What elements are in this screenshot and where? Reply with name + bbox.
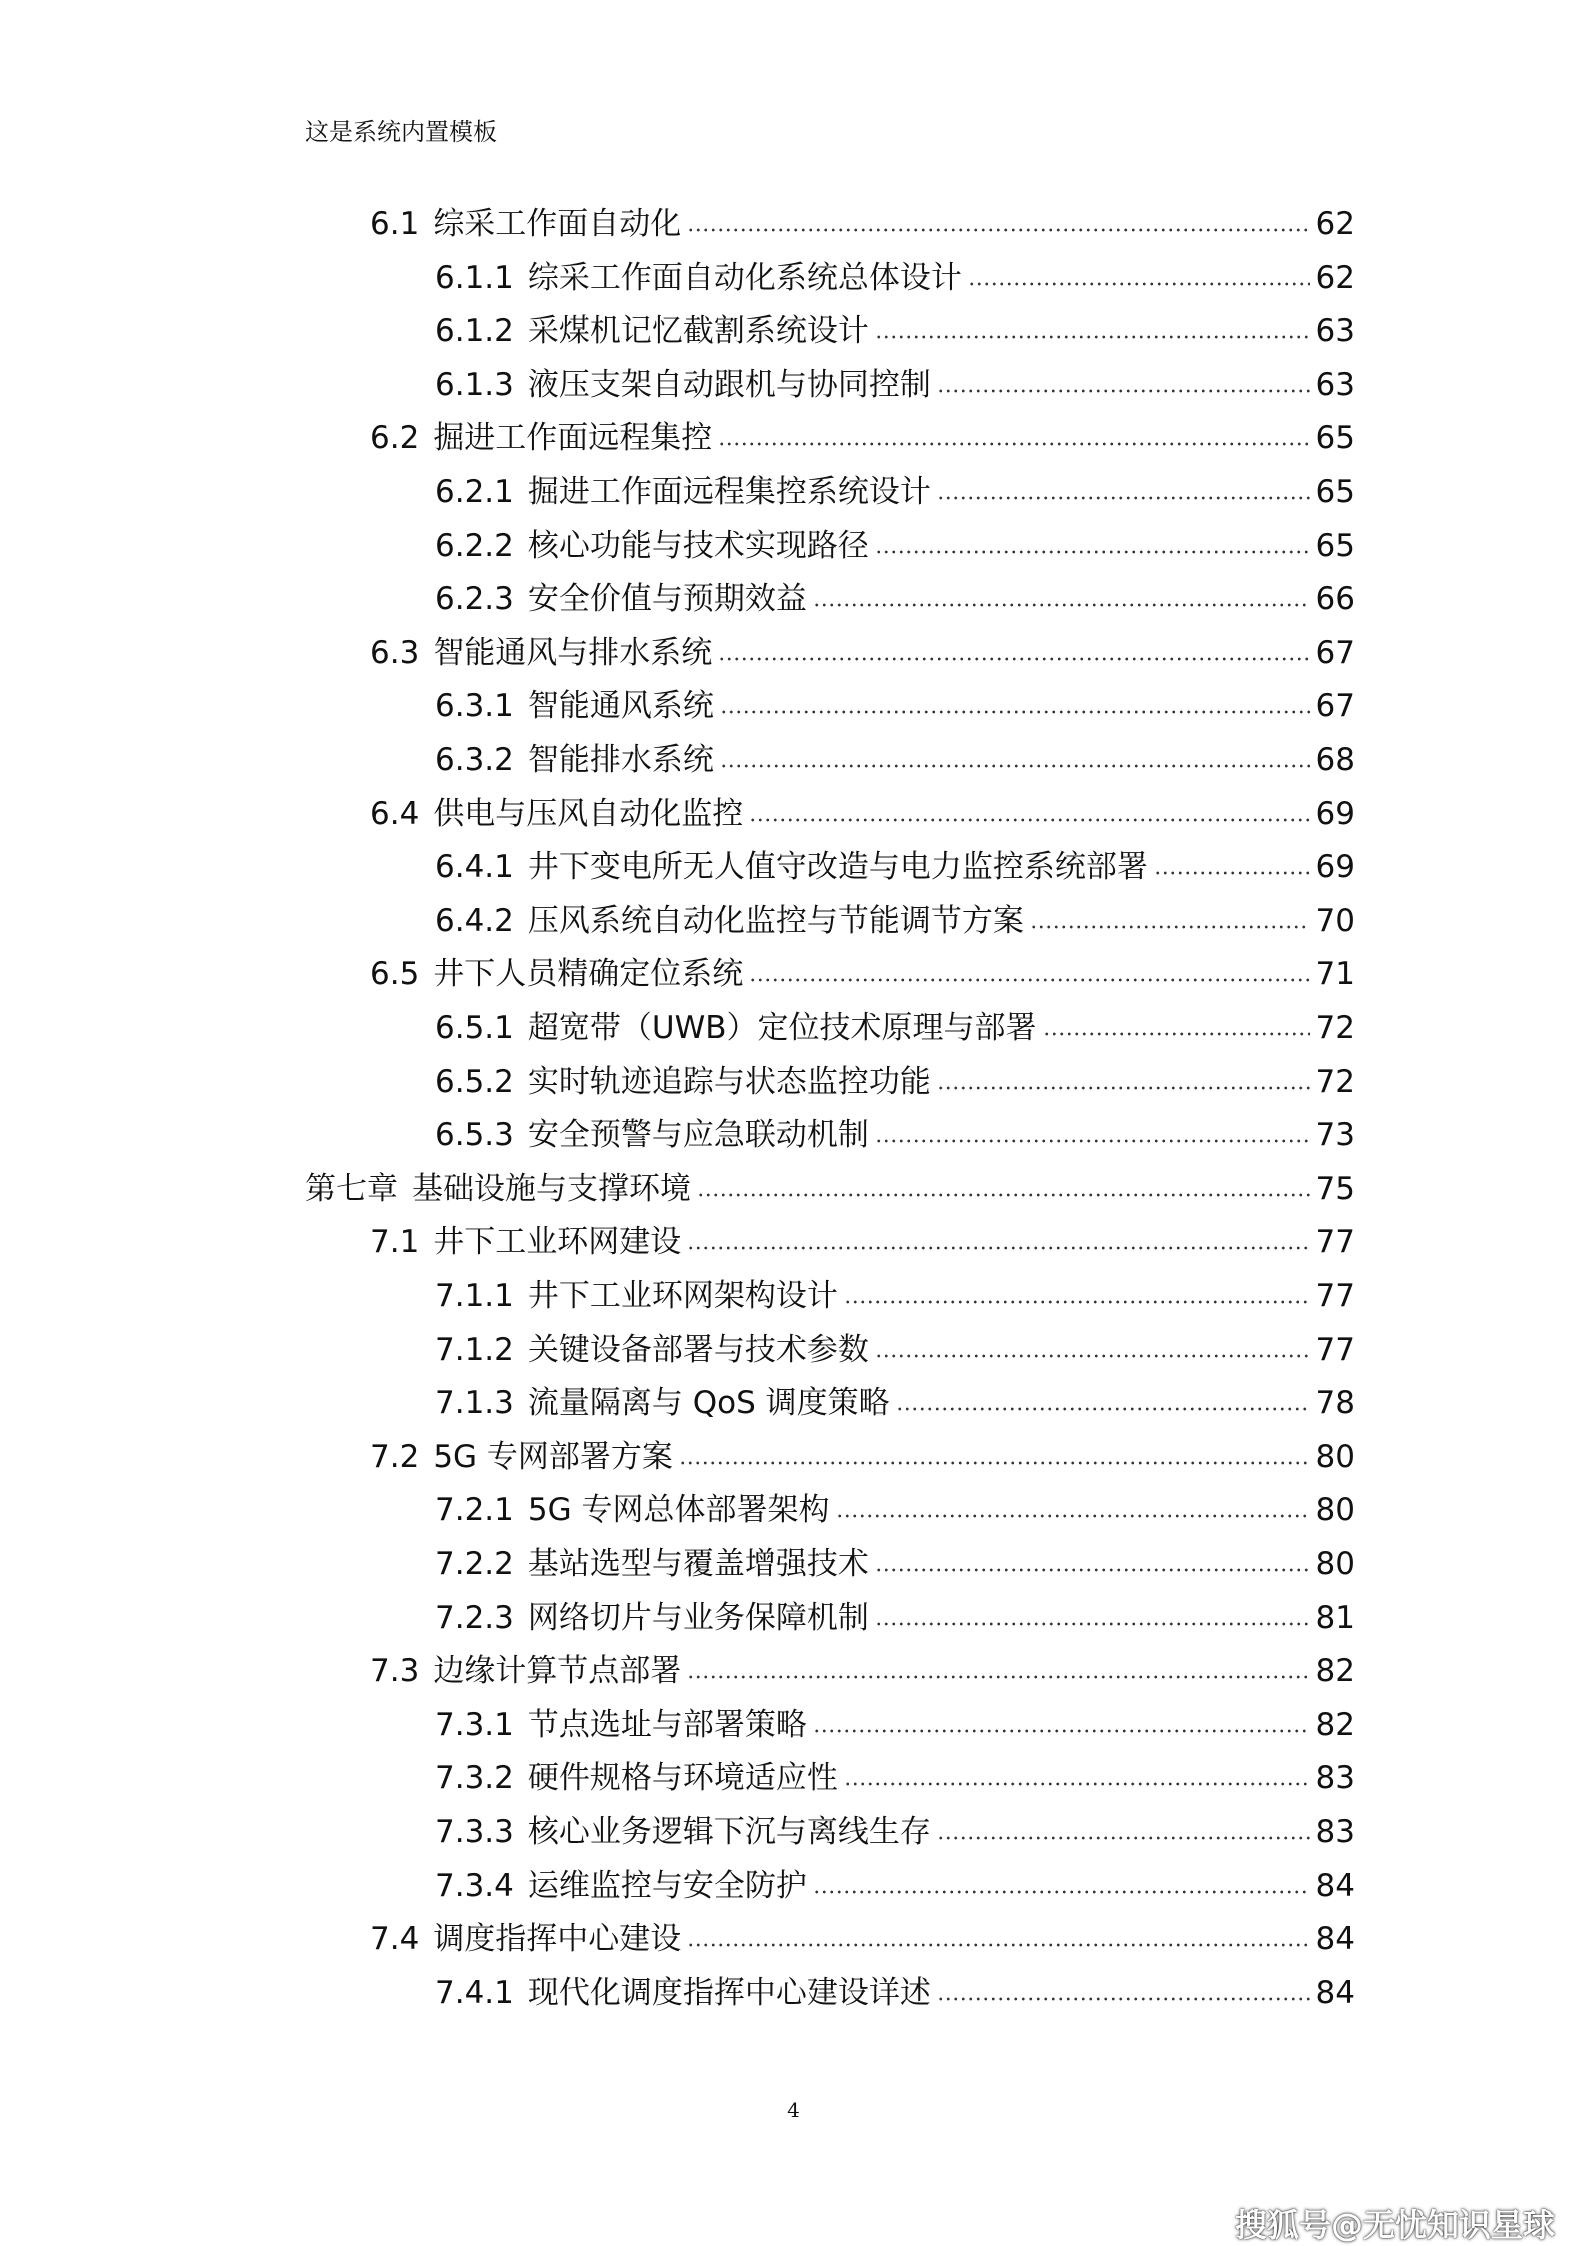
- toc-entry-page: 84: [1315, 1974, 1355, 2011]
- toc-entry-title: 边缘计算节点部署: [433, 1653, 682, 1690]
- toc-entry-number: 6.3: [370, 634, 420, 671]
- toc-dot-leader: [875, 333, 1310, 341]
- toc-dot-leader: [679, 1459, 1310, 1467]
- toc-entry-title: 智能通风系统: [527, 688, 714, 725]
- toc-entry-title: 关键设备部署与技术参数: [527, 1331, 869, 1368]
- toc-entry[interactable]: [435, 1544, 1355, 1584]
- toc-entry-number: 7.1.1: [435, 1278, 514, 1314]
- toc-entry-page: 75: [1315, 1170, 1355, 1207]
- toc-dot-leader: [718, 440, 1309, 448]
- toc-entry-number: 7.1.2: [435, 1331, 514, 1368]
- toc-dot-leader: [720, 762, 1310, 770]
- toc-entry-page: 67: [1315, 634, 1355, 671]
- toc-entry-page: 84: [1315, 1921, 1355, 1958]
- toc-entry-title: 安全价值与预期效益: [527, 581, 807, 618]
- toc-entry[interactable]: [435, 901, 1355, 941]
- toc-entry[interactable]: [435, 1330, 1355, 1370]
- toc-dot-leader: [875, 1137, 1310, 1145]
- toc-entry-number: 6.3.2: [435, 742, 514, 778]
- toc-entry-page: 77: [1315, 1278, 1355, 1314]
- toc-entry-page: 84: [1315, 1867, 1355, 1904]
- toc-entry-number: 6.5.3: [435, 1117, 514, 1154]
- toc-entry-title: 安全预警与应急联动机制: [527, 1117, 869, 1154]
- page-header: 这是系统内置模板: [305, 118, 497, 146]
- toc-entry[interactable]: [435, 579, 1355, 619]
- toc-entry-title: 井下工业环网建设: [433, 1224, 682, 1261]
- toc-entry-number: 7.3.1: [435, 1706, 514, 1743]
- toc-entry[interactable]: [435, 1062, 1355, 1102]
- toc-dot-leader: [1043, 1030, 1310, 1038]
- toc-entry-page: 72: [1315, 1010, 1355, 1046]
- toc-entry[interactable]: [305, 1169, 1355, 1209]
- toc-entry-number: 7.2: [370, 1438, 420, 1475]
- toc-entry-title: 超宽带（UWB）定位技术原理与部署: [527, 1010, 1037, 1046]
- toc-dot-leader: [749, 976, 1309, 984]
- toc-entry-title: 硬件规格与环境适应性: [527, 1760, 838, 1797]
- toc-entry-number: 7.3.2: [435, 1760, 514, 1797]
- toc-dot-leader: [968, 280, 1310, 288]
- toc-entry[interactable]: [435, 311, 1355, 351]
- toc-entry-title: 网络切片与业务保障机制: [527, 1599, 869, 1636]
- toc-dot-leader: [937, 387, 1310, 395]
- toc-entry-page: 65: [1315, 474, 1355, 510]
- toc-entry-title: 5G 专网总体部署架构: [527, 1492, 830, 1529]
- toc-entry-number: 6.2.2: [435, 527, 514, 564]
- toc-entry-title: 运维监控与安全防护: [527, 1867, 807, 1904]
- toc-entry-number: 6.4: [370, 795, 420, 832]
- toc-entry-page: 77: [1315, 1331, 1355, 1368]
- toc-entry-page: 73: [1315, 1117, 1355, 1154]
- toc-entry[interactable]: [435, 740, 1355, 780]
- toc-entry-number: 6.2.3: [435, 581, 514, 618]
- toc-entry-page: 80: [1315, 1492, 1355, 1529]
- toc-entry-title: 井下工业环网架构设计: [527, 1278, 838, 1314]
- toc-entry-page: 65: [1315, 527, 1355, 564]
- toc-entry-page: 68: [1315, 742, 1355, 778]
- toc-entry-page: 80: [1315, 1438, 1355, 1475]
- toc-entry-number: 7.4: [370, 1921, 420, 1958]
- toc-entry-number: 6.5.1: [435, 1010, 514, 1046]
- toc-entry-title: 现代化调度指挥中心建设详述: [527, 1974, 931, 2011]
- toc-entry[interactable]: [435, 1598, 1355, 1638]
- toc-entry-number: 7.1: [370, 1224, 420, 1261]
- toc-entry-number: 7.3.4: [435, 1867, 514, 1904]
- toc-entry-number: 6.2: [370, 420, 420, 457]
- toc-entry-title: 综采工作面自动化: [433, 206, 682, 242]
- toc-dot-leader: [937, 494, 1310, 502]
- toc-entry[interactable]: [370, 418, 1355, 458]
- toc-dot-leader: [687, 1673, 1309, 1681]
- toc-entry-page: 72: [1315, 1063, 1355, 1100]
- toc-dot-leader: [1154, 869, 1310, 877]
- toc-entry-page: 67: [1315, 688, 1355, 725]
- toc-entry-title: 供电与压风自动化监控: [433, 795, 744, 832]
- toc-dot-leader: [813, 1888, 1310, 1896]
- toc-dot-leader: [844, 1780, 1310, 1788]
- toc-entry-title: 5G 专网部署方案: [433, 1438, 673, 1475]
- toc-entry-page: 78: [1315, 1385, 1355, 1422]
- toc-entry-title: 流量隔离与 QoS 调度策略: [527, 1385, 890, 1422]
- toc-entry[interactable]: [435, 847, 1355, 887]
- toc-entry[interactable]: [370, 204, 1355, 244]
- toc-entry-number: 7.4.1: [435, 1974, 514, 2011]
- toc-entry[interactable]: [435, 1705, 1355, 1745]
- toc-entry-number: 6.1.3: [435, 366, 514, 403]
- toc-entry-title: 综采工作面自动化系统总体设计: [527, 259, 962, 296]
- toc-entry[interactable]: [435, 686, 1355, 726]
- toc-entry[interactable]: [370, 794, 1355, 834]
- toc-entry-number: 6.4.1: [435, 849, 514, 886]
- toc-entry-number: 7.3.3: [435, 1814, 514, 1850]
- toc-entry-title: 核心业务逻辑下沉与离线生存: [527, 1814, 931, 1850]
- toc-dot-leader: [718, 655, 1309, 663]
- toc-entry[interactable]: [435, 258, 1355, 298]
- toc-entry[interactable]: [370, 954, 1355, 994]
- toc-dot-leader: [687, 1941, 1309, 1949]
- toc-entry-page: 77: [1315, 1224, 1355, 1261]
- toc-entry[interactable]: [435, 472, 1355, 512]
- toc-entry-title: 智能通风与排水系统: [433, 634, 713, 671]
- toc-entry-page: 81: [1315, 1599, 1355, 1636]
- watermark: 搜狐号@无忧知识星球: [1234, 2206, 1555, 2244]
- toc-entry[interactable]: [435, 1383, 1355, 1423]
- toc-entry-title: 调度指挥中心建设: [433, 1921, 682, 1958]
- toc-entry-page: 82: [1315, 1706, 1355, 1743]
- toc-entry-number: 6.5.2: [435, 1063, 514, 1100]
- toc-entry-number: 第七章: [305, 1170, 398, 1207]
- toc-entry-title: 井下人员精确定位系统: [433, 956, 744, 993]
- toc-entry-page: 63: [1315, 366, 1355, 403]
- toc-entry-page: 69: [1315, 795, 1355, 832]
- toc-entry[interactable]: [435, 1973, 1355, 2013]
- toc-entry-page: 65: [1315, 420, 1355, 457]
- toc-entry[interactable]: [435, 526, 1355, 566]
- toc-entry[interactable]: [435, 365, 1355, 405]
- toc-entry-page: 71: [1315, 956, 1355, 993]
- toc-entry-title: 掘进工作面远程集控系统设计: [527, 474, 931, 510]
- toc-entry-title: 基础设施与支撑环境: [412, 1170, 691, 1207]
- toc-entry[interactable]: [435, 1866, 1355, 1906]
- toc-dot-leader: [875, 1352, 1310, 1360]
- toc-dot-leader: [1030, 923, 1310, 931]
- toc-dot-leader: [937, 1995, 1310, 2003]
- toc-entry-page: 80: [1315, 1546, 1355, 1582]
- toc-dot-leader: [875, 1566, 1310, 1574]
- toc-entry-page: 83: [1315, 1760, 1355, 1797]
- toc-entry-title: 基站选型与覆盖增强技术: [527, 1546, 869, 1582]
- toc-dot-leader: [749, 816, 1309, 824]
- toc-entry-page: 63: [1315, 313, 1355, 350]
- toc-dot-leader: [697, 1191, 1310, 1199]
- toc-entry-number: 6.1.2: [435, 313, 514, 350]
- toc-entry-page: 83: [1315, 1814, 1355, 1850]
- toc-entry[interactable]: [370, 1437, 1355, 1477]
- toc-entry-number: 6.1: [370, 206, 420, 242]
- toc-entry-number: 6.1.1: [435, 259, 514, 296]
- toc-dot-leader: [687, 226, 1309, 234]
- toc-entry-number: 7.1.3: [435, 1385, 514, 1422]
- toc-dot-leader: [937, 1834, 1310, 1842]
- toc-dot-leader: [875, 1620, 1310, 1628]
- toc-entry-title: 掘进工作面远程集控: [433, 420, 713, 457]
- toc-entry[interactable]: [435, 1758, 1355, 1798]
- toc-dot-leader: [875, 548, 1310, 556]
- toc-dot-leader: [813, 601, 1310, 609]
- toc-entry-page: 62: [1315, 206, 1355, 242]
- toc-entry-number: 7.2.2: [435, 1546, 514, 1582]
- toc-entry[interactable]: [370, 1651, 1355, 1691]
- toc-entry-title: 液压支架自动跟机与协同控制: [527, 366, 931, 403]
- toc-entry-page: 70: [1315, 902, 1355, 939]
- toc-entry[interactable]: [435, 1276, 1355, 1316]
- toc-entry[interactable]: [435, 1115, 1355, 1155]
- toc-dot-leader: [836, 1512, 1310, 1520]
- toc-entry-number: 6.5: [370, 956, 420, 993]
- toc-dot-leader: [720, 708, 1310, 716]
- toc-entry[interactable]: [435, 1812, 1355, 1852]
- toc-entry-title: 井下变电所无人值守改造与电力监控系统部署: [527, 849, 1148, 886]
- toc-entry-page: 69: [1315, 849, 1355, 886]
- toc-entry-title: 实时轨迹追踪与状态监控功能: [527, 1063, 931, 1100]
- toc-dot-leader: [896, 1405, 1310, 1413]
- toc-entry-page: 82: [1315, 1653, 1355, 1690]
- toc-entry-page: 62: [1315, 259, 1355, 296]
- toc-entry-number: 6.2.1: [435, 474, 514, 510]
- toc-entry-page: 66: [1315, 581, 1355, 618]
- toc-entry-number: 7.2.3: [435, 1599, 514, 1636]
- toc-entry-title: 智能排水系统: [527, 742, 714, 778]
- toc-dot-leader: [687, 1244, 1309, 1252]
- toc-dot-leader: [844, 1298, 1310, 1306]
- toc-entry-number: 6.4.2: [435, 902, 514, 939]
- toc-entry[interactable]: [370, 633, 1355, 673]
- page-number: 4: [787, 2098, 800, 2122]
- toc-entry-title: 采煤机记忆截割系统设计: [527, 313, 869, 350]
- toc-dot-leader: [813, 1727, 1310, 1735]
- toc-entry[interactable]: [435, 1490, 1355, 1530]
- toc-entry-number: 6.3.1: [435, 688, 514, 725]
- toc-entry-title: 节点选址与部署策略: [527, 1706, 807, 1743]
- toc-entry[interactable]: [370, 1919, 1355, 1959]
- toc-entry[interactable]: [435, 1008, 1355, 1048]
- toc-entry-number: 7.3: [370, 1653, 420, 1690]
- toc-entry[interactable]: [370, 1222, 1355, 1262]
- toc-dot-leader: [937, 1084, 1310, 1092]
- toc-entry-title: 核心功能与技术实现路径: [527, 527, 869, 564]
- toc-entry-title: 压风系统自动化监控与节能调节方案: [527, 902, 1024, 939]
- toc-entry-number: 7.2.1: [435, 1492, 514, 1529]
